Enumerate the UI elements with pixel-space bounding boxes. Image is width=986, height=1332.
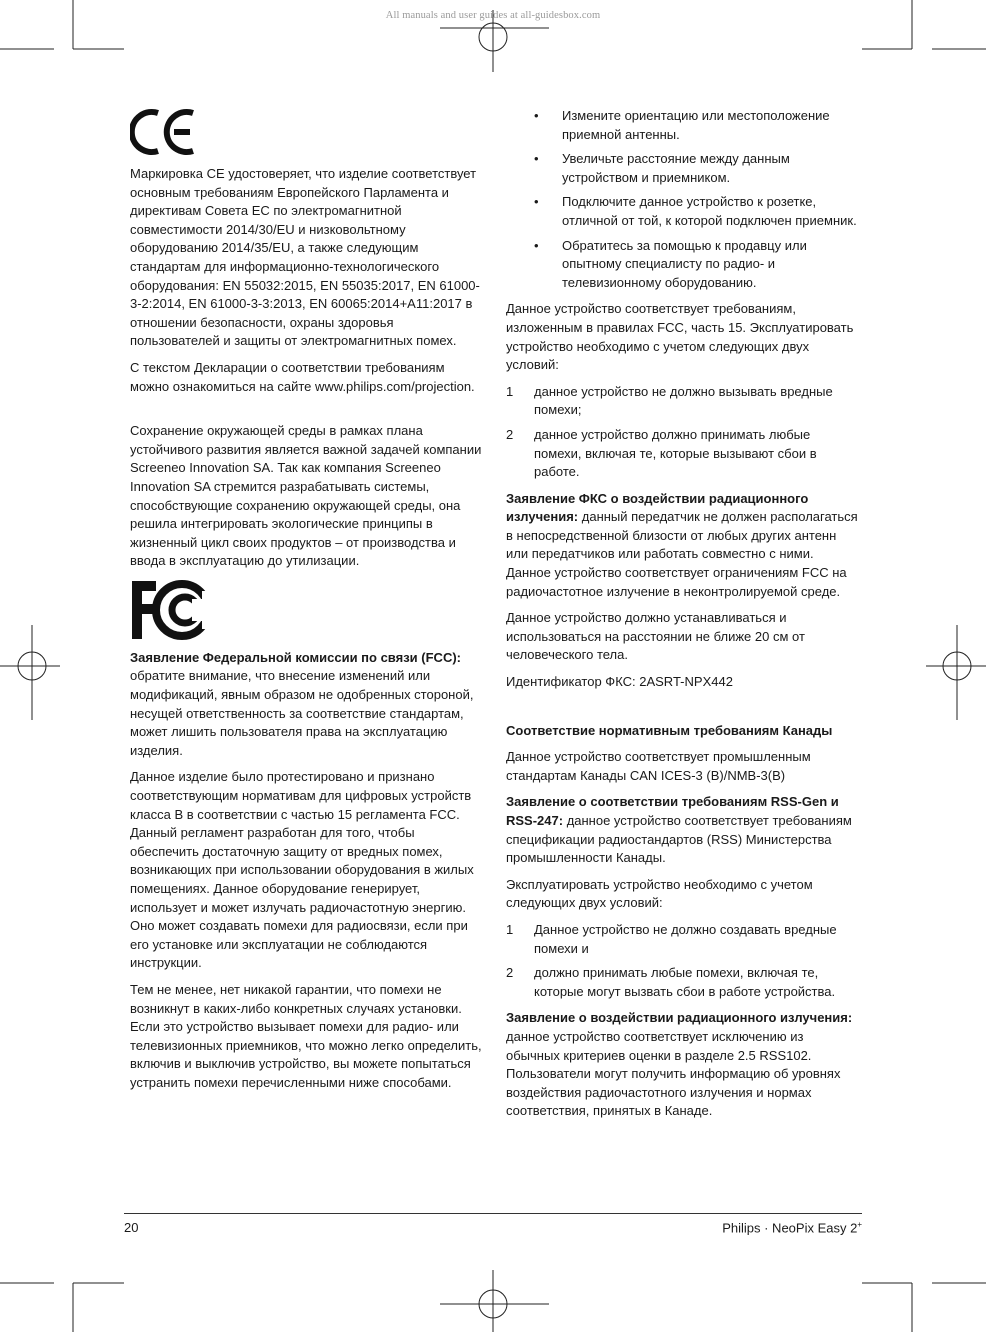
list-item: • Подключите данное устройство к розетке, отличной от той, к которой подключен приемник. (506, 193, 858, 230)
item-number: 1 (506, 383, 514, 399)
item-number: 2 (506, 426, 514, 442)
ce-compliance-text: Маркировка CE удостоверяет, что изделие соответствует основным требованиям Европейского Парламента и директивам Совета ЕС по электромагнитной совместимости 2014/30/EU и низковольтному оборудованию 2014/35/EU, а также следующим стандартам для информационно-технологического оборудования: EN 55032:2015, EN 55035:2017, EN 61000-3-2:2014, EN 61000-3-3:2013, EN 60065:2014+A11:2017 в отношении безопасности, охраны здоровья пользователей и защиты от электромагнитных помех. (130, 166, 480, 349)
brand-text: Philips · NeoPix Easy 2 (722, 1220, 858, 1236)
canada-conditions-list (506, 921, 858, 1001)
fcc-radiation-text: данный передатчик не должен располагаться в непосредственной близости от любых других антенн или передатчиков или работать совместно с ними. Данное устройство соответствует ограничениям FCC на радиочастотное излучение в неконтролируемой среде. (506, 509, 858, 599)
declaration-text: С текстом Декларации о соответствии требованиям можно ознакомиться на сайте www.philips.com/projection. (130, 359, 475, 394)
ce-mark-logo (130, 107, 200, 157)
environment-text: Сохранение окружающей среды в рамках плана устойчивого развития является важной задачей компании Screeneo Innovation SA. Так как компания Screeneo Innovation SA стремится разрабатывать системы, способствующие сохранению окружающей среды, она решила интегрировать экологические принципы в жизненный цикл своих продуктов – от производства и ввода в эксплуатацию до утилизации. (130, 423, 482, 569)
canada-heading: Соответствие нормативным требованиям Канады (506, 722, 833, 738)
distance-text: Данное устройство должно устанавливаться и использоваться на расстоянии не ближе 20 см от человеческого тела. (506, 610, 805, 663)
left-column (130, 107, 482, 1101)
list-item: • Измените ориентацию или местоположение приемной антенны. (506, 107, 858, 144)
fcc-tested-text: Данное изделие было протестировано и признано соответствующим нормативам для цифровых устройств класса B в соответствии с частью 15 регламента FCC. Данный регламент разработан для того, чтобы обеспечить достаточную защиту от вредных помех, возникающих при использовании оборудования в жилых помещениях. Данное оборудование генерирует, использует и может излучать радиочастотную энергию. Оно может создавать помехи для радиосвязи, если при его установке или эксплуатации не соблюдаются инструкции. (130, 769, 474, 971)
watermark-text: All manuals and user guides at all-guidesbox.com (385, 10, 601, 21)
item-text: данное устройство не должно вызывать вредные помехи; (534, 383, 833, 418)
item-text: должно принимать любые помехи, включая те, которые могут вызвать сбои в работе устройства. (534, 965, 836, 999)
interference-remedies-list (506, 107, 858, 292)
fcc-radiation-heading: Заявление ФКС о воздействии радиационного излучения: (506, 490, 809, 525)
canada-radiation-heading: Заявление о воздействии радиационного излучения: (506, 1010, 853, 1026)
footer-divider (124, 1213, 862, 1214)
fcc-nonetheless-text: Тем не менее, нет никакой гарантии, что помехи не возникнут в каких-либо конкретных случаях установки. Если это устройство вызывает помехи для радио- или телевизионных приемников, что можно легко определить, включив и выключив устройство, вы можете попытаться устранить помехи перечисленными ниже способами. (130, 981, 482, 1090)
list-item: • Увеличьте расстояние между данным устройством и приемником. (506, 150, 858, 187)
footer-brand (722, 1220, 862, 1235)
page-number: 20 (124, 1220, 139, 1235)
fcc-logo (130, 579, 214, 641)
brand-superscript: + (857, 1220, 862, 1229)
right-column (506, 107, 858, 1129)
item-text: Данное устройство не должно создавать вредные помехи и (534, 921, 837, 956)
rss-heading: Заявление о соответствии требованиям RSS-Gen и RSS-247: (506, 794, 839, 828)
list-item (506, 383, 858, 420)
list-item: • Обратитесь за помощью к продавцу или опытному специалисту по радио- и телевизионному оборудованию. (506, 237, 858, 293)
item-text: данное устройство должно принимать любые помехи, включая те, которые вызывают сбои в работе. (534, 426, 817, 480)
fcc-heading: Заявление Федеральной комиссии по связи (FCC): (130, 649, 461, 665)
list-item (506, 921, 858, 958)
fcc-text: обратите внимание, что внесение изменений или модификаций, явным образом не одобренных стороной, несущей ответственность за соответствие стандартам, может лишить пользователя права на эксплуатацию изделия. (130, 668, 474, 758)
conditions-intro: Эксплуатировать устройство необходимо с учетом следующих двух условий: (506, 876, 813, 911)
fcc-id-text: Идентификатор ФКС: 2ASRT-NPX442 (506, 674, 733, 690)
rss-text: данное устройство соответствует требованиям спецификации радиостандартов (RSS) Министерства промышленности Канады. (506, 813, 852, 866)
item-number: 1 (506, 921, 514, 937)
list-item (506, 964, 858, 1001)
item-number: 2 (506, 965, 514, 981)
part15-text: Данное устройство соответствует требованиям, изложенным в правилах FCC, часть 15. Эксплуатировать устройство необходимо с учетом следующих двух условий: (506, 301, 854, 373)
canada-radiation-text: данное устройство соответствует исключению из обычных критериев оценки в разделе 2.5 RSS102. Пользователи могут получить информацию об уровнях воздействия радиочастотного излучения и нормах соответствия, принятых в Канаде. (506, 1028, 841, 1119)
fcc-conditions-list (506, 383, 858, 482)
canada-text: Данное устройство соответствует промышленным стандартам Канады CAN ICES-3 (B)/NMB-3(B) (506, 749, 811, 783)
list-item (506, 426, 858, 482)
